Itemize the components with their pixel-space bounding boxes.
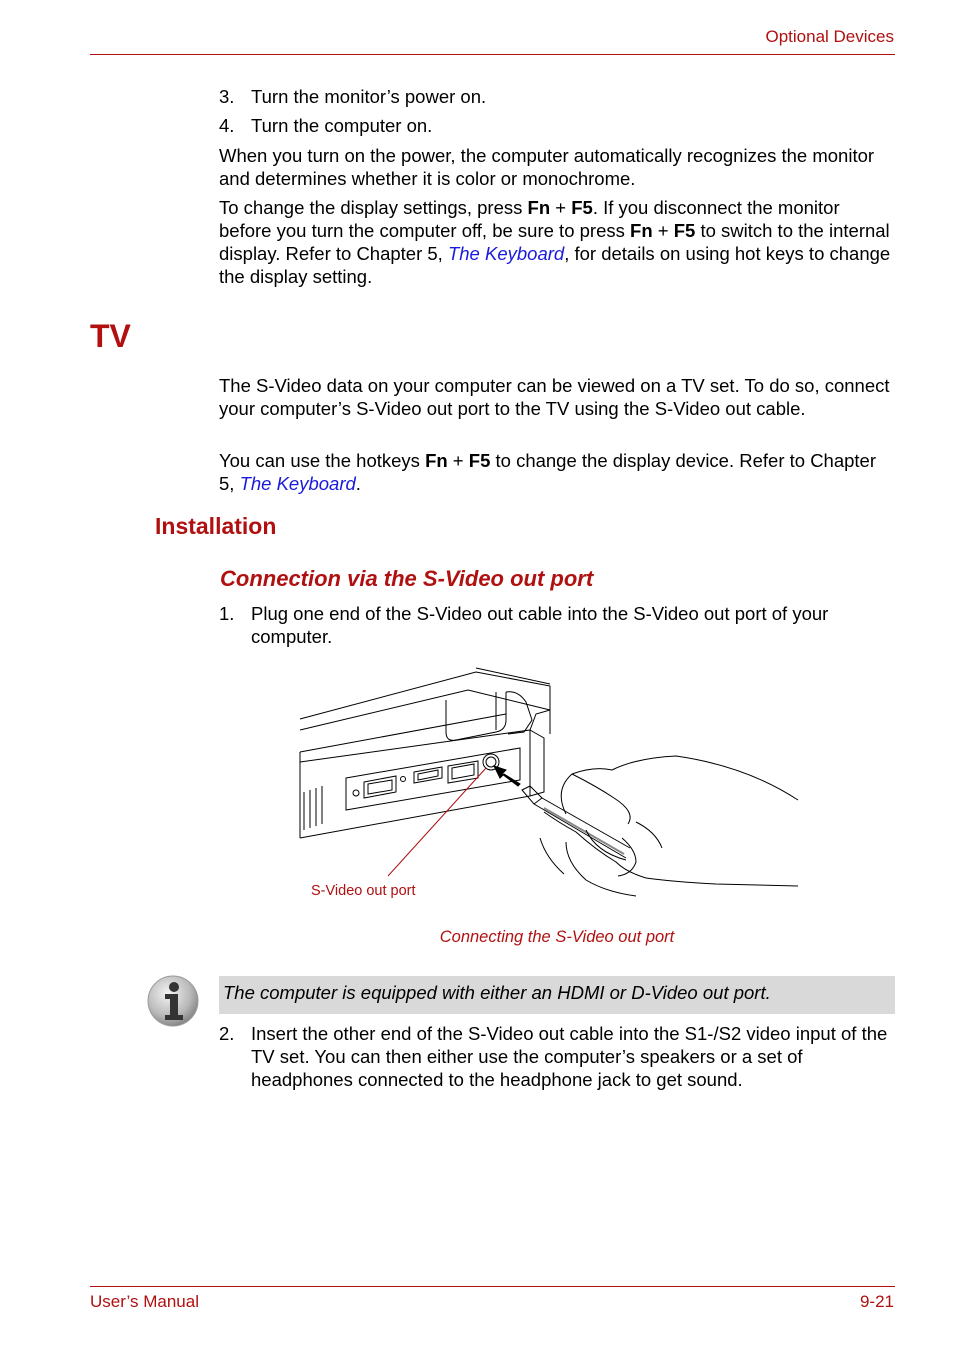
- header-rule: [90, 54, 895, 55]
- step-text: Plug one end of the S-Video out cable into the S-Video out port of your computer.: [251, 603, 829, 647]
- section-heading-tv: TV: [90, 318, 131, 354]
- paragraph-svideo-intro: The S-Video data on your computer can be viewed on a TV set. To do so, connect your computer’s S-Video out port to the TV using the S-Video out cable.: [219, 375, 890, 419]
- key-f5: F5: [468, 450, 491, 471]
- step-text: Turn the computer on.: [251, 115, 433, 136]
- page-number: 9-21: [859, 1292, 894, 1311]
- keyboard-chapter-link[interactable]: The Keyboard: [239, 473, 356, 494]
- key-fn: Fn: [630, 220, 653, 241]
- footer-rule: [90, 1286, 895, 1287]
- step-number: 3.: [219, 86, 235, 107]
- paragraph-display-settings: To change the display settings, press Fn + F5. If you disconnect the monitor before you turn the computer off, be sure to press Fn + F5 to switch to the internal display. Refer to Chapter 5, The Keyboard, for details on using hot keys to change the display setting.: [219, 197, 891, 287]
- svideo-connection-illustration: [296, 662, 806, 902]
- paragraph-auto-detect: When you turn on the power, the computer automatically recognizes the monitor and determines whether it is color or monochrome.: [219, 145, 875, 189]
- procedure-heading: Connection via the S-Video out port: [220, 566, 594, 591]
- figure-caption: Connecting the S-Video out port: [439, 928, 675, 946]
- key-f5: F5: [571, 197, 593, 218]
- footer-manual-title: User’s Manual: [90, 1292, 199, 1311]
- list-item: [219, 1022, 895, 1092]
- note-box: [219, 976, 895, 1014]
- list-item: [219, 114, 895, 137]
- running-header: Optional Devices: [765, 27, 894, 46]
- subsection-heading-installation: Installation: [155, 513, 277, 539]
- step-text: Turn the monitor’s power on.: [251, 86, 487, 107]
- step-number: 1.: [219, 603, 235, 624]
- list-item: [219, 602, 895, 648]
- step-number: 4.: [219, 115, 235, 136]
- key-fn: Fn: [425, 450, 448, 471]
- keyboard-chapter-link[interactable]: The Keyboard: [447, 243, 565, 264]
- step-number: 2.: [219, 1023, 235, 1044]
- info-icon: [147, 974, 199, 1028]
- note-text: The computer is equipped with either an HDMI or D-Video out port.: [223, 982, 771, 1003]
- key-fn: Fn: [527, 197, 551, 218]
- list-item: [219, 85, 895, 108]
- paragraph-hotkeys: You can use the hotkeys Fn + F5 to change the display device. Refer to Chapter 5, The Keyboard.: [219, 450, 877, 494]
- key-f5: F5: [673, 220, 696, 241]
- step-text: Insert the other end of the S-Video out cable into the S1-/S2 video input of the TV set. You can then either use the computer’s speakers or a set of headphones connected to the headphone jack to get sound.: [251, 1023, 888, 1090]
- figure-callout-svideo-port: S-Video out port: [311, 883, 416, 899]
